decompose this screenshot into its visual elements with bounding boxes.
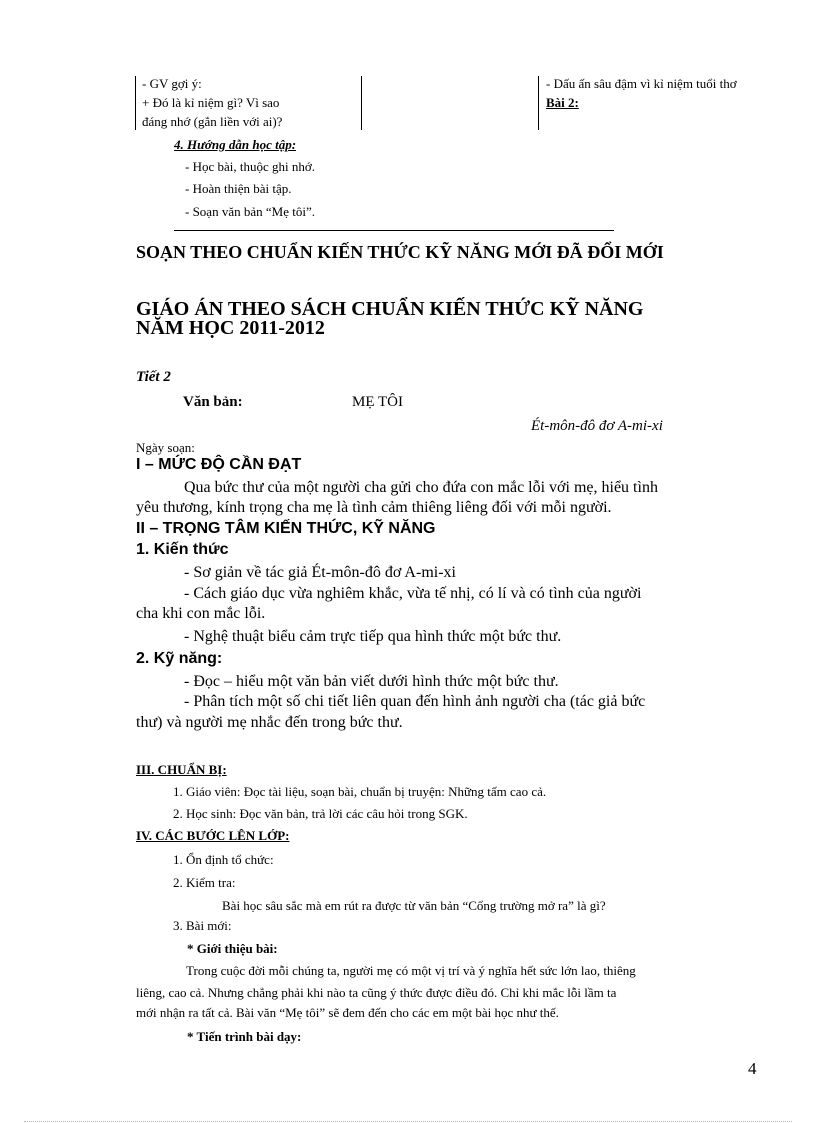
date-label: Ngày soạn: [136, 440, 195, 455]
skills-item: thư) và người mẹ nhắc đến trong bức thư. [136, 714, 403, 731]
intro-line: liêng, cao cả. Nhưng chẳng phải khi nào ta cũng ý thức được điều đó. Chỉ khi mắc lỗi lầm ta [136, 985, 617, 1000]
section1-line: Qua bức thư của một người cha gửi cho đứa con mắc lỗi với mẹ, hiểu tình [184, 479, 658, 496]
guide-heading: 4. Hướng dẫn học tập: [174, 137, 297, 152]
step-item: 1. Ổn định tổ chức: [173, 852, 274, 867]
knowledge-heading: 1. Kiến thức [136, 541, 229, 558]
banner-title: SOẠN THEO CHUẨN KIẾN THỨC KỸ NĂNG MỚI ĐÃ ĐỔI MỚI [136, 242, 664, 262]
intro-line: Trong cuộc đời mỗi chúng ta, người mẹ có một vị trí và ý nghĩa hết sức lớn lao, thiêng [186, 963, 636, 978]
guide-item: - Hoàn thiện bài tập. [185, 181, 292, 196]
section1-heading: I – MỨC ĐỘ CẦN ĐẠT [136, 456, 302, 473]
banner-heading-line1: GIÁO ÁN THEO SÁCH CHUẨN KIẾN THỨC KỸ NĂNG [136, 298, 644, 320]
section2-heading: II – TRỌNG TÂM KIẾN THỨC, KỸ NĂNG [136, 520, 436, 537]
section1-line: yêu thương, kính trọng cha mẹ là tình cảm thiêng liêng đối với mỗi người. [136, 499, 612, 516]
process-heading: * Tiến trình bài dạy: [187, 1029, 302, 1044]
section4-heading: IV. CÁC BƯỚC LÊN LỚP: [136, 828, 290, 843]
banner-heading-line2: NĂM HỌC 2011-2012 [136, 317, 325, 339]
lesson-text-label: Văn bản: [183, 394, 243, 410]
table-left-border [135, 76, 136, 130]
skills-item: - Đọc – hiểu một văn bản viết dưới hình thức một bức thư. [184, 673, 559, 690]
section3-heading: III. CHUẨN BỊ: [136, 762, 227, 777]
prep-item: 2. Học sinh: Đọc văn bản, trả lời các câu hỏi trong SGK. [173, 806, 468, 821]
check-question: Bài học sâu sắc mà em rút ra được từ văn bản “Cổng trường mở ra” là gì? [222, 898, 606, 913]
page-number: 4 [748, 1059, 757, 1078]
page-bottom-divider [24, 1121, 792, 1122]
step-item: 2. Kiểm tra: [173, 875, 236, 890]
knowledge-item: - Cách giáo dục vừa nghiêm khắc, vừa tế nhị, có lí và có tình của người [184, 585, 642, 602]
intro-line: mới nhận ra tất cả. Bài văn “Mẹ tôi” sẽ đem đến cho các em một bài học như thế. [136, 1005, 559, 1020]
skills-heading: 2. Kỹ năng: [136, 650, 223, 667]
table-cell-answer: - Dấu ấn sâu đậm vì kỉ niệm tuổi thơ [546, 76, 737, 91]
table-col-divider-1 [361, 76, 362, 130]
intro-heading: * Giới thiệu bài: [187, 941, 278, 956]
knowledge-item: - Sơ giản về tác giả Ét-môn-đô đơ A-mi-xi [184, 564, 456, 581]
knowledge-item: - Nghệ thuật biểu cảm trực tiếp qua hình thức một bức thư. [184, 628, 562, 645]
knowledge-item: cha khi con mắc lỗi. [136, 605, 266, 622]
skills-item: - Phân tích một số chi tiết liên quan đến hình ảnh người cha (tác giả bức [184, 693, 646, 710]
prep-item: 1. Giáo viên: Đọc tài liệu, soạn bài, chuẩn bị truyện: Những tấm cao cả. [173, 784, 547, 799]
table-col-divider-2 [538, 76, 539, 130]
separator-line [174, 230, 614, 231]
table-cell-hint-1: - GV gợi ý: [142, 76, 202, 91]
table-cell-hint-3: đáng nhớ (gắn liền với ai)? [142, 114, 283, 129]
lesson-period: Tiết 2 [136, 369, 171, 385]
guide-item: - Học bài, thuộc ghi nhớ. [185, 159, 315, 174]
table-cell-lesson-2: Bài 2: [546, 95, 579, 110]
guide-item: - Soạn văn bản “Mẹ tôi”. [185, 204, 315, 219]
lesson-text-title: MẸ TÔI [352, 394, 403, 410]
step-item: 3. Bài mới: [173, 918, 232, 933]
lesson-author: Ét-môn-đô đơ A-mi-xi [531, 418, 663, 434]
table-cell-hint-2: + Đó là kỉ niệm gì? Vì sao [142, 95, 280, 110]
